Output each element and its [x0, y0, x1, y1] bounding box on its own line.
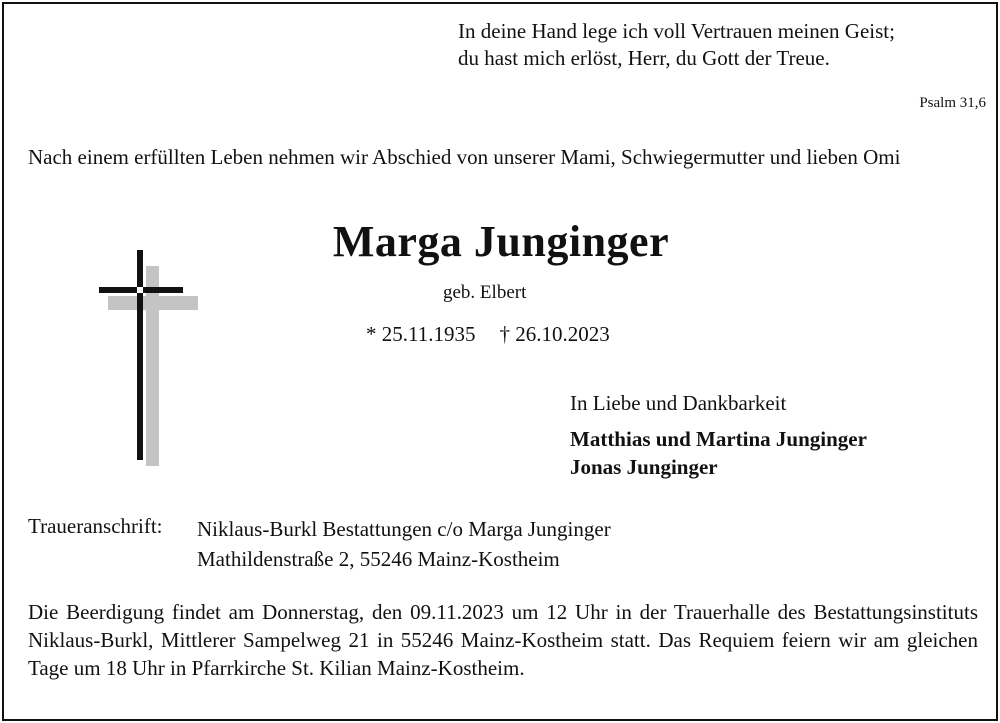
bible-verse-line-1: In deine Hand lege ich voll Vertrauen meinen Geist; — [458, 19, 895, 43]
bible-verse — [458, 18, 895, 72]
deceased-name-text: Marga Junginger — [332, 217, 670, 266]
deceased-name — [0, 216, 1000, 267]
address-label: Traueranschrift: — [28, 514, 163, 538]
cross-body — [99, 250, 183, 460]
funeral-details: Die Beerdigung findet am Donnerstag, den 09.11.2023 um 12 Uhr in der Trauerhalle des Bestattungsinstituts Niklaus-Burkl, Mittlerer Sampelweg 21 in 55246 Mainz-Kostheim statt. Das Requiem feiern wir am gleichen Tage um 18 Uhr in Pfarrkirche St. Kilian Mainz-Kostheim. — [28, 600, 978, 680]
birth-date: * 25.11.1935 — [366, 322, 476, 346]
birth-name: geb. Elbert — [443, 282, 527, 303]
mourners-line-1: Matthias und Martina Junginger — [570, 427, 867, 451]
cross-shadow — [108, 266, 198, 466]
address-line-2: Mathildenstraße 2, 55246 Mainz-Kostheim — [197, 547, 560, 571]
address-line-1: Niklaus-Burkl Bestattungen c/o Marga Junginger — [197, 517, 611, 541]
death-date: † 26.10.2023 — [499, 322, 610, 346]
bible-verse-line-2: du hast mich erlöst, Herr, du Gott der Treue. — [458, 46, 830, 70]
cross-icon — [96, 248, 206, 468]
address-block — [197, 514, 611, 574]
verse-source: Psalm 31,6 — [919, 95, 986, 111]
intro-text: Nach einem erfüllten Leben nehmen wir Abschied von unserer Mami, Schwiegermutter und lieben Omi — [28, 145, 901, 169]
cross-highlight — [137, 287, 143, 293]
mourners-line-2: Jonas Junginger — [570, 455, 718, 479]
life-dates — [366, 322, 610, 347]
mourners-greeting: In Liebe und Dankbarkeit — [570, 391, 787, 415]
